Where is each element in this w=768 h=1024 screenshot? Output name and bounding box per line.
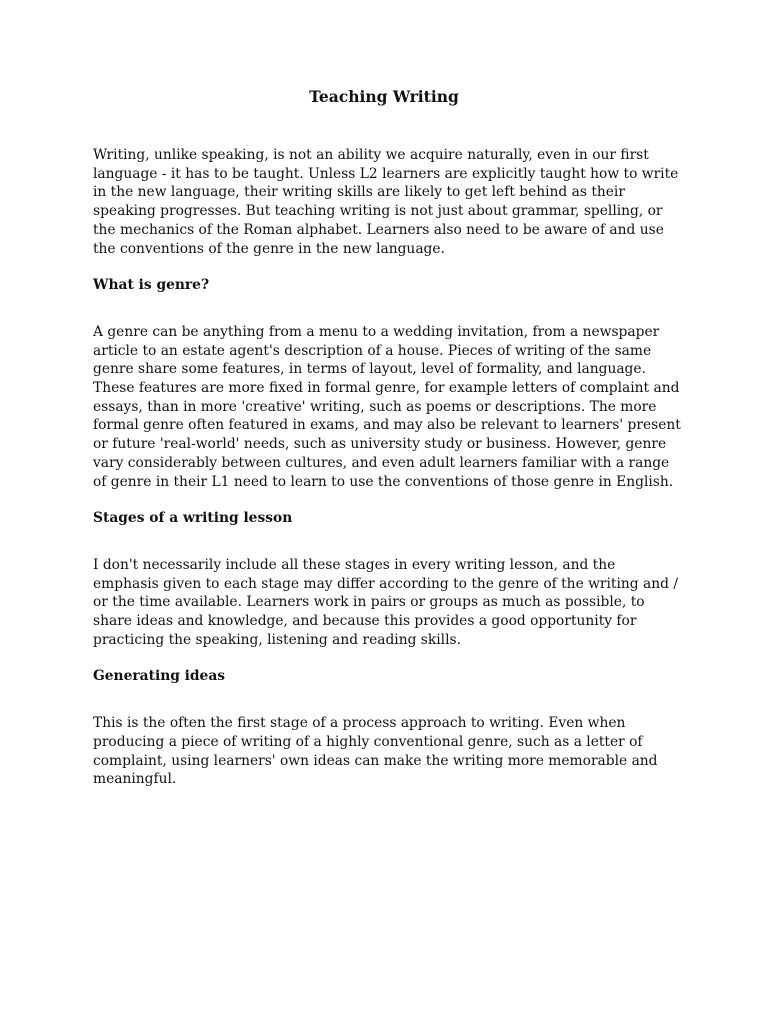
intro-paragraph: Writing, unlike speaking, is not an ability we acquire naturally, even in our first language - it has to be taught. Unless L2 learners are explicitly taught how to write in the new language, their writing skills are likely to get left behind as their speaking progresses. But teaching writing is not just about grammar, spelling, or the mechanics of the Roman alphabet. Learners also need to be aware of and use the conventions of the genre in the new language. [93,147,679,257]
section-heading-generating-ideas: Generating ideas [93,668,226,685]
section-body-generating-ideas: This is the often the first stage of a process approach to writing. Even when producing a piece of writing of a highly conventional genre, such as a letter of complaint, using learners' own ideas can make the writing more memorable and meaningful. [93,715,658,788]
section-heading-stages: Stages of a writing lesson [93,510,293,527]
section-body-stages: I don't necessarily include all these stages in every writing lesson, and the emphasis given to each stage may differ according to the genre of the writing and / or the time available. Learners work in pairs or groups as much as possible, to share ideas and knowledge, and because this provides a good opportunity for practicing the speaking, listening and reading skills. [93,556,678,648]
page-title: Teaching Writing [309,87,459,106]
document-body [93,146,683,789]
section-body-genre: A genre can be anything from a menu to a wedding invitation, from a newspaper article to an estate agent's description of a house. Pieces of writing of the same genre share some features, in terms of layout, level of formality, and language. These features are more fixed in formal genre, for example letters of complaint and essays, than in more 'creative' writing, such as poems or descriptions. The more formal genre often featured in exams, and may also be relevant to learners' present or future 'real-world' needs, such as university study or business. However, genre vary considerably between cultures, and even adult learners familiar with a range of genre in their L1 need to learn to use the conventions of those genre in English. [93,323,681,490]
section-heading-genre: What is genre? [93,277,210,294]
